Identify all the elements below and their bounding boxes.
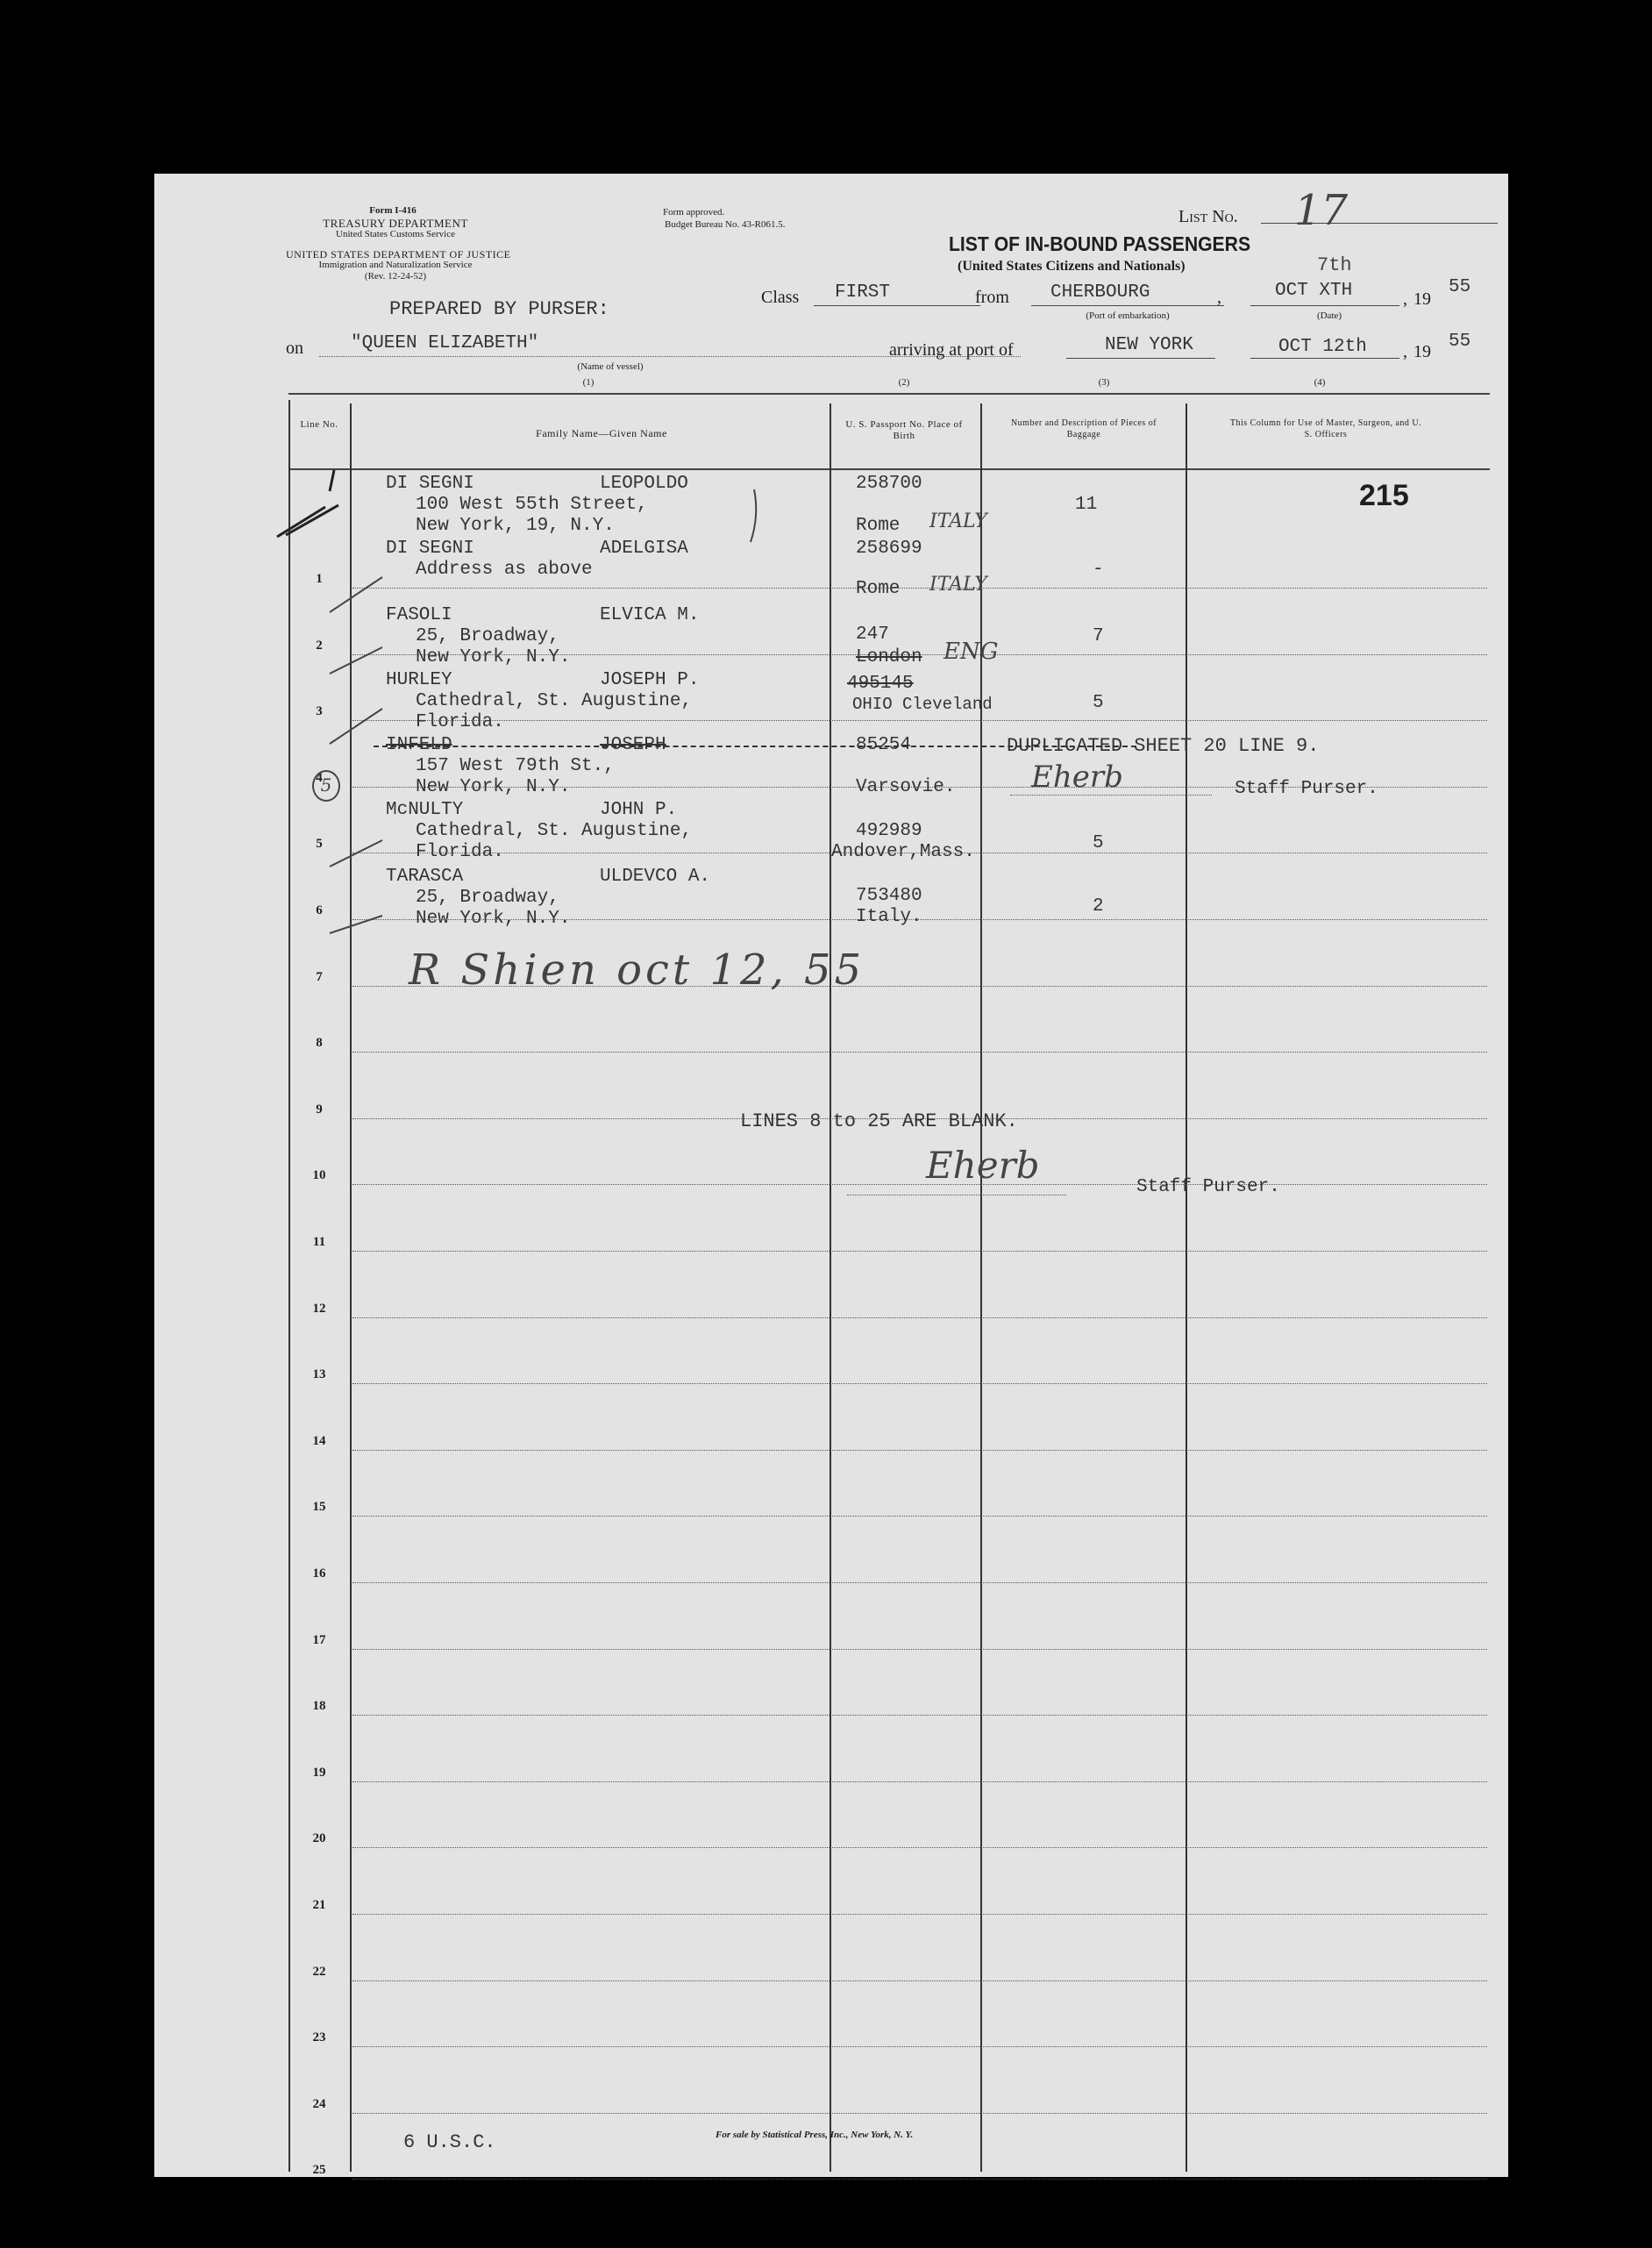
- entry-2-baggage: -: [1093, 560, 1104, 580]
- header-baggage: Number and Description of Pieces of Baggage: [1010, 418, 1157, 439]
- form-title: LIST OF IN-BOUND PASSENGERS: [949, 232, 1251, 255]
- entry-3-birth-hand: ENG: [943, 639, 999, 665]
- row-separator: [352, 2179, 1487, 2180]
- comma: ,: [1403, 289, 1407, 309]
- line-number: 20: [312, 1831, 326, 1846]
- entry-4-given: JOSEPH P.: [600, 670, 700, 690]
- list-no-label: List No.: [1178, 207, 1238, 226]
- entry-5-addr2: New York, N.Y.: [416, 777, 571, 797]
- arrival-date-underline: [1250, 358, 1399, 359]
- passenger-list-sheet: [154, 174, 1508, 2177]
- line-number: 12: [312, 1301, 326, 1316]
- form-subtitle: (United States Citizens and Nationals): [958, 259, 1186, 274]
- entry-1-passport: 258700: [856, 474, 922, 494]
- line-number: 13: [312, 1367, 326, 1382]
- class-underline: [814, 305, 980, 306]
- usc-reference: 6 U.S.C.: [403, 2131, 496, 2153]
- entry-4-birth: OHIO Cleveland: [852, 695, 993, 714]
- line-number: 14: [312, 1433, 326, 1448]
- row-separator: [352, 1781, 1487, 1782]
- line-number: 15: [312, 1500, 326, 1515]
- treasury-department: TREASURY DEPARTMENT: [323, 217, 468, 230]
- department-of-justice: UNITED STATES DEPARTMENT OF JUSTICE: [286, 248, 511, 260]
- form-approved: Form approved.: [663, 207, 725, 218]
- signature-dotted-line-1: [1010, 795, 1212, 796]
- entry-2-given: ADELGISA: [600, 539, 688, 559]
- entry-7-addr2: New York, N.Y.: [416, 909, 571, 929]
- row-separator: [352, 2113, 1487, 2114]
- entry-6-passport: 492989: [856, 821, 922, 841]
- line-number: 10: [312, 1168, 326, 1183]
- column-number-1: (1): [582, 377, 595, 388]
- entry-1-officer-number: 215: [1359, 479, 1409, 512]
- from-underline: [1031, 305, 1224, 306]
- year-prefix-1: 19: [1413, 289, 1431, 309]
- entry-4-addr1: Cathedral, St. Augustine,: [416, 691, 693, 711]
- line-number: 7: [316, 969, 323, 984]
- signature-1: Eherb: [1031, 760, 1123, 795]
- line-number: 3: [316, 704, 323, 719]
- check-marks: [154, 174, 155, 175]
- departure-year: 55: [1449, 277, 1471, 297]
- line-number: 16: [312, 1566, 326, 1581]
- comma: ,: [1403, 342, 1407, 361]
- row-separator: [352, 1649, 1487, 1650]
- row-separator: [352, 1980, 1487, 1981]
- row-separator: [352, 1450, 1487, 1451]
- entry-4-addr2: Florida.: [416, 712, 504, 732]
- table-left-border: [288, 400, 290, 2172]
- header-officers: This Column for Use of Master, Surgeon, and U. S. Officers: [1229, 418, 1422, 439]
- line-number: 17: [312, 1632, 326, 1647]
- prepared-by-purser: PREPARED BY PURSER:: [389, 298, 609, 320]
- column-number-3: (3): [1098, 377, 1110, 388]
- entry-1-addr2: New York, 19, N.Y.: [416, 516, 615, 536]
- signature-2: Eherb: [926, 1144, 1040, 1187]
- column-divider-line: [350, 403, 352, 2172]
- immigration-service: Immigration and Naturalization Service: [318, 260, 473, 270]
- row-separator: [352, 1317, 1487, 1318]
- class-value: FIRST: [835, 282, 891, 303]
- from-label: from: [975, 288, 1009, 307]
- entry-6-birth: Andover,Mass.: [831, 842, 975, 862]
- entry-3-baggage: 7: [1093, 626, 1104, 646]
- form-number: Form I-416: [369, 205, 417, 216]
- row-separator: [352, 720, 1487, 721]
- row-separator: [352, 588, 1487, 589]
- line-number: 19: [312, 1765, 326, 1780]
- row-separator: [352, 1251, 1487, 1252]
- row-separator: [352, 1516, 1487, 1517]
- entry-2-birth-hand: ITALY: [929, 574, 987, 596]
- entry-7-baggage: 2: [1093, 896, 1104, 917]
- entry-5-birth: Varsovie.: [856, 777, 956, 797]
- entry-2-addr1: Address as above: [416, 560, 593, 580]
- entry-6-family: McNULTY: [386, 800, 464, 820]
- on-label: on: [286, 339, 303, 358]
- column-divider-name: [830, 403, 831, 2172]
- entry-3-given: ELVICA M.: [600, 605, 700, 625]
- line-number: 18: [312, 1699, 326, 1714]
- entry-7-addr1: 25, Broadway,: [416, 888, 559, 908]
- column-number-2: (2): [898, 377, 910, 388]
- handwritten-inspector-note: R Shien oct 12, 55: [409, 946, 865, 995]
- header-name: Family Name—Given Name: [536, 427, 667, 439]
- column-divider-baggage: [1186, 403, 1187, 2172]
- vessel-caption: (Name of vessel): [577, 361, 644, 372]
- entry-1-given: LEOPOLDO: [600, 474, 688, 494]
- staff-purser-1: Staff Purser.: [1235, 779, 1378, 799]
- row-separator: [352, 1914, 1487, 1915]
- entry-2-passport: 258699: [856, 539, 922, 559]
- departure-date: OCT XTH: [1275, 281, 1353, 301]
- entry-5-given: JOSEPH: [600, 735, 666, 755]
- row-separator: [352, 1715, 1487, 1716]
- row-separator: [352, 1582, 1487, 1583]
- budget-bureau: Budget Bureau No. 43-R061.5.: [665, 219, 786, 230]
- port-embarkation-caption: (Port of embarkation): [1086, 310, 1170, 321]
- departure-date-correction: 7th: [1317, 254, 1352, 276]
- entry-3-passport: 247: [856, 624, 889, 645]
- entry-7-family: TARASCA: [386, 867, 464, 887]
- entry-5-addr1: 157 West 79th St.,: [416, 756, 615, 776]
- header-passport: U. S. Passport No. Place of Birth: [845, 419, 963, 441]
- entry-7-passport: 753480: [856, 886, 922, 906]
- entry-3-family: FASOLI: [386, 605, 452, 625]
- year-prefix-2: 19: [1413, 342, 1431, 361]
- entry-4-passport: 495145: [847, 674, 914, 694]
- header-line-no: Line No.: [300, 419, 338, 430]
- entry-2-birth: Rome: [856, 579, 901, 599]
- entry-3-addr1: 25, Broadway,: [416, 626, 559, 646]
- entry-7-birth: Italy.: [856, 907, 922, 927]
- arriving-label: arriving at port of: [889, 340, 1014, 360]
- arrival-port-underline: [1066, 358, 1215, 359]
- vessel-name: "QUEEN ELIZABETH": [351, 333, 539, 353]
- header-bottom-border: [288, 468, 1490, 470]
- date-caption: (Date): [1316, 310, 1342, 321]
- line-number: 2: [316, 638, 323, 653]
- line-number: 9: [316, 1102, 323, 1117]
- customs-service: United States Customs Service: [336, 229, 455, 239]
- table-top-border: [288, 393, 1490, 395]
- line-number: 8: [316, 1036, 323, 1051]
- line-number: 5: [316, 837, 323, 852]
- line-number: 11: [312, 1235, 326, 1249]
- line-number: 1: [316, 572, 323, 586]
- entry-6-baggage: 5: [1093, 833, 1104, 853]
- entry-4-family: HURLEY: [386, 670, 452, 690]
- duplicated-note: DUPLICATED SHEET 20 LINE 9.: [1007, 735, 1320, 757]
- line-number: 24: [312, 2096, 326, 2111]
- comma: ,: [1217, 288, 1221, 307]
- entry-2-family: DI SEGNI: [386, 539, 474, 559]
- row-separator: [352, 1052, 1487, 1053]
- entry-6-addr2: Florida.: [416, 842, 504, 862]
- line-number: 25: [312, 2163, 326, 2178]
- entry-5-family: INFELD: [386, 735, 452, 755]
- printer-credit: For sale by Statistical Press, Inc., New York, N. Y.: [716, 2130, 914, 2140]
- column-divider-passport: [980, 403, 982, 2172]
- row-separator: [352, 1383, 1487, 1384]
- entry-5-passport: 85254: [856, 735, 912, 755]
- line-number: 21: [312, 1898, 326, 1912]
- entry-3-birth: London: [856, 647, 922, 667]
- list-number: 17: [1294, 186, 1349, 235]
- line-number: 6: [316, 903, 323, 917]
- entry-1-addr1: 100 West 55th Street,: [416, 495, 648, 515]
- entry-7-given: ULDEVCO A.: [600, 867, 711, 887]
- blank-lines-note: LINES 8 to 25 ARE BLANK.: [740, 1110, 1018, 1132]
- row-separator: [352, 1847, 1487, 1848]
- form-revision: (Rev. 12-24-52): [364, 271, 427, 282]
- line-number: 4: [316, 770, 323, 785]
- entry-1-birth: Rome: [856, 516, 901, 536]
- line-number: 23: [312, 2030, 326, 2045]
- line-5-circle-mark: 5: [312, 770, 340, 802]
- port-of-arrival: NEW YORK: [1105, 335, 1193, 355]
- column-number-4: (4): [1314, 377, 1326, 388]
- entry-1-baggage: 11: [1075, 495, 1098, 515]
- line-number: 22: [312, 1964, 326, 1979]
- entry-4-baggage: 5: [1093, 693, 1104, 713]
- staff-purser-2: Staff Purser.: [1136, 1177, 1280, 1197]
- arrival-date: OCT 12th: [1278, 337, 1367, 357]
- entry-3-addr2: New York, N.Y.: [416, 647, 571, 667]
- row-separator: [352, 1184, 1487, 1185]
- entry-1-family: DI SEGNI: [386, 474, 474, 494]
- entry-6-addr1: Cathedral, St. Augustine,: [416, 821, 693, 841]
- arrival-year: 55: [1449, 332, 1471, 352]
- entry-6-given: JOHN P.: [600, 800, 678, 820]
- port-of-embarkation: CHERBOURG: [1050, 282, 1150, 303]
- row-separator: [352, 2046, 1487, 2047]
- entry-1-birth-hand: ITALY: [929, 510, 987, 532]
- date-underline: [1250, 305, 1399, 306]
- class-label: Class: [761, 288, 800, 307]
